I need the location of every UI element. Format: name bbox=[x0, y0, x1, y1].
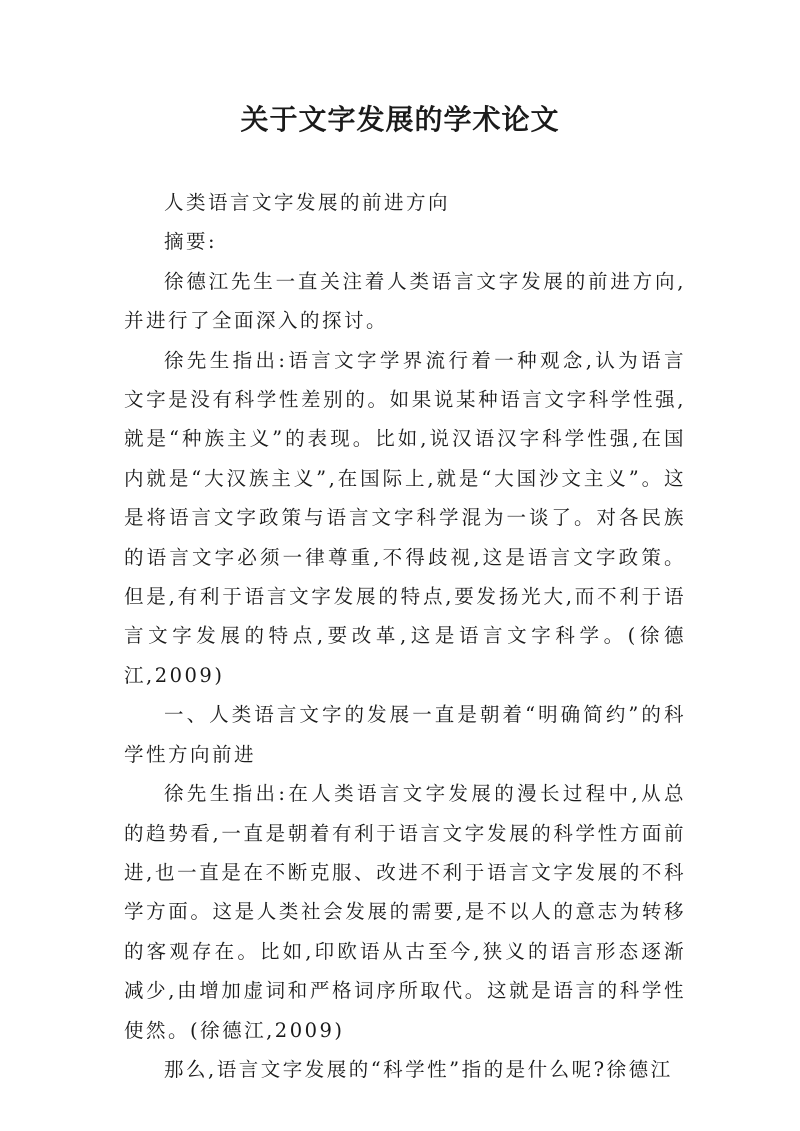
paragraph: 徐先生指出:在人类语言文字发展的漫长过程中,从总的趋势看,一直是朝着有利于语言文字发展的科学性方面前进,也一直是在不断克服、改进不利于语言文字发展的不科学方面。这是人类社会发展的需要,是不以人的意志为转移的客观存在。比如,印欧语从古至今,狭义的语言形态逐渐减少,由增加虚词和严格词序所取代。这就是语言的科学性使然。(徐德江,2009) bbox=[124, 782, 686, 1042]
abstract-label: 摘要: bbox=[164, 230, 218, 254]
paragraph: 徐先生指出:语言文字学界流行着一种观念,认为语言文字是没有科学性差别的。如果说某种语言文字科学性强,就是“种族主义”的表现。比如,说汉语汉字科学性强,在国内就是“大汉族主义”,在国际上,就是“大国沙文主义”。这是将语言文字政策与语言文字科学混为一谈了。对各民族的语言文字必须一律尊重,不得歧视,这是语言文字政策。但是,有利于语言文字发展的特点,要发扬光大,而不利于语言文字发展的特点,要改革,这是语言文字科学。(徐德江,2009) bbox=[124, 348, 686, 687]
document-title: 关于文字发展的学术论文 bbox=[240, 103, 560, 136]
section-heading: 人类语言文字发展的前进方向 bbox=[164, 191, 451, 214]
paragraph: 徐德江先生一直关注着人类语言文字发展的前进方向,并进行了全面深入的探讨。 bbox=[124, 269, 686, 333]
subsection-heading: 一、人类语言文字的发展一直是朝着“明确简约”的科学性方向前进 bbox=[124, 703, 686, 766]
paragraph: 那么,语言文字发展的“科学性”指的是什么呢?徐德江 bbox=[164, 1057, 673, 1081]
document-body bbox=[124, 183, 686, 1089]
